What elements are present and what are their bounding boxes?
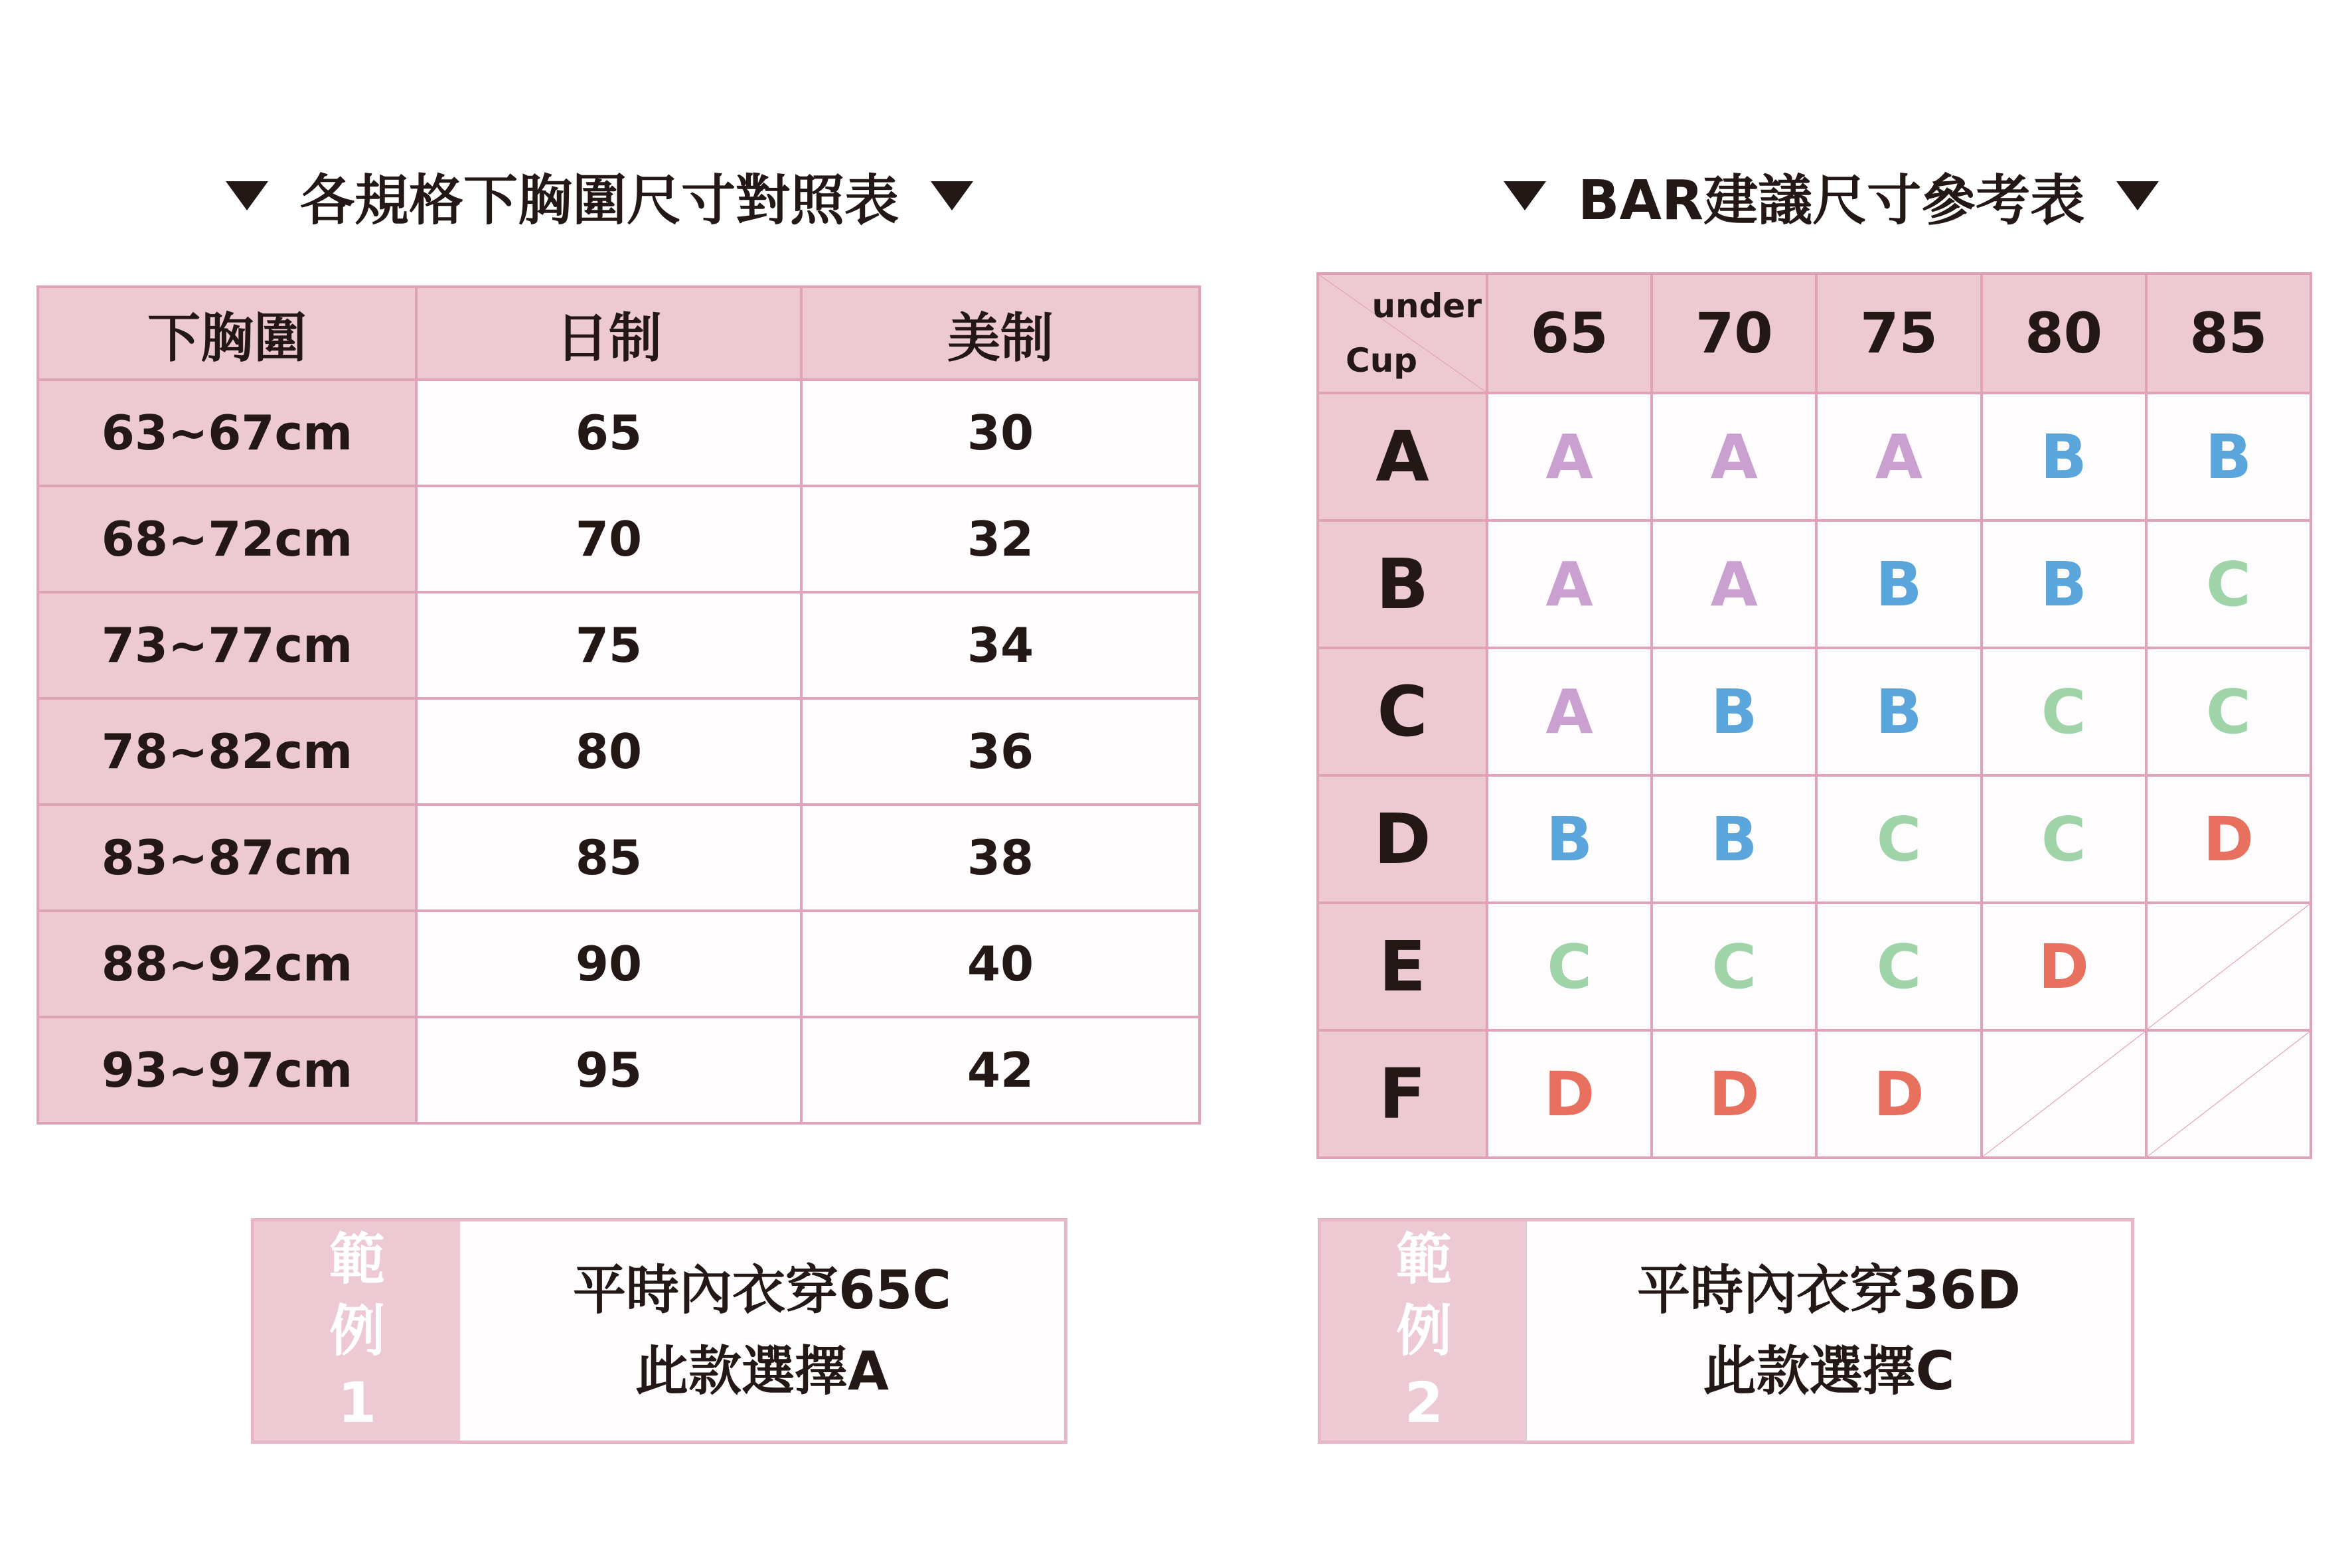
recommended-size: A	[1652, 520, 1816, 648]
recommended-size: D	[1816, 1030, 1981, 1158]
recommended-size: B	[1982, 393, 2146, 520]
recommended-size: B	[1652, 775, 1816, 903]
empty-cell	[2146, 903, 2311, 1030]
underbust-column-header: 65	[1487, 274, 1652, 393]
corner-under-label: under	[1372, 287, 1482, 325]
diagonal-line	[2148, 904, 2310, 1029]
table-row	[38, 380, 1200, 486]
example-content	[460, 1221, 1064, 1441]
example-label-char: 範	[1395, 1227, 1452, 1292]
cup-row-header: F	[1318, 1030, 1487, 1158]
triangle-down-icon	[226, 181, 268, 210]
triangle-down-icon	[1504, 181, 1546, 210]
empty-cell	[2146, 1030, 2311, 1158]
cup-row-header: B	[1318, 520, 1487, 648]
us-size: 42	[801, 1017, 1200, 1123]
japan-size: 80	[416, 698, 801, 805]
table-row	[1318, 1030, 2311, 1158]
example-label	[1321, 1221, 1527, 1441]
japan-size: 75	[416, 592, 801, 698]
example-line-2: 此款選擇C	[1703, 1340, 1955, 1402]
underbust-column-header: 70	[1652, 274, 1816, 393]
diagonal-line	[2148, 1032, 2310, 1156]
underbust-column-header: 80	[1982, 274, 2146, 393]
example-label	[254, 1221, 460, 1441]
recommended-size: A	[1487, 648, 1652, 775]
table-row	[1318, 520, 2311, 648]
us-size: 40	[801, 911, 1200, 1017]
example-label-char: 範	[329, 1227, 385, 1292]
example-label-number: 2	[1404, 1370, 1444, 1435]
recommended-size: A	[1487, 520, 1652, 648]
header-japan: 日制	[416, 287, 801, 380]
recommended-size: C	[1982, 775, 2146, 903]
recommended-size: B	[1982, 520, 2146, 648]
recommended-size: D	[2146, 775, 2311, 903]
table-row	[38, 486, 1200, 592]
underbust-column-header: 85	[2146, 274, 2311, 393]
cup-row-header: E	[1318, 903, 1487, 1030]
table-row	[1318, 393, 2311, 520]
japan-size: 70	[416, 486, 801, 592]
recommended-size: C	[1816, 775, 1981, 903]
us-size: 32	[801, 486, 1200, 592]
recommended-size: A	[1487, 393, 1652, 520]
example-line-2: 此款選擇A	[635, 1340, 889, 1402]
us-size: 36	[801, 698, 1200, 805]
example-box-2	[1318, 1218, 2134, 1444]
cup-row-header: D	[1318, 775, 1487, 903]
table-header-row	[38, 287, 1200, 380]
example-label-char: 例	[329, 1298, 385, 1364]
underbust-range: 88~92cm	[38, 911, 416, 1017]
bar-table-title	[1504, 149, 2159, 242]
underbust-range: 78~82cm	[38, 698, 416, 805]
table-row	[1318, 903, 2311, 1030]
japan-size: 90	[416, 911, 801, 1017]
table-header-row	[1318, 274, 2311, 393]
recommended-size: A	[1652, 393, 1816, 520]
underbust-range: 73~77cm	[38, 592, 416, 698]
japan-size: 95	[416, 1017, 801, 1123]
recommended-size: D	[1652, 1030, 1816, 1158]
corner-cup-label: Cup	[1346, 341, 1418, 380]
recommended-size: A	[1816, 393, 1981, 520]
recommended-size: D	[1982, 903, 2146, 1030]
recommended-size: B	[1816, 648, 1981, 775]
cup-row-header: C	[1318, 648, 1487, 775]
empty-cell	[1982, 1030, 2146, 1158]
example-label-number: 1	[337, 1370, 377, 1435]
recommended-size: C	[2146, 520, 2311, 648]
japan-size: 85	[416, 805, 801, 911]
underbust-range: 63~67cm	[38, 380, 416, 486]
underbust-range: 93~97cm	[38, 1017, 416, 1123]
table-row	[1318, 775, 2311, 903]
us-size: 30	[801, 380, 1200, 486]
underbust-range: 68~72cm	[38, 486, 416, 592]
us-size: 34	[801, 592, 1200, 698]
us-size: 38	[801, 805, 1200, 911]
diagonal-line	[1983, 1032, 2145, 1156]
underbust-range: 83~87cm	[38, 805, 416, 911]
japan-size: 65	[416, 380, 801, 486]
table-row	[38, 698, 1200, 805]
recommended-size: D	[1487, 1030, 1652, 1158]
recommended-size: B	[1816, 520, 1981, 648]
table-row	[38, 911, 1200, 1017]
header-underbust: 下胸圍	[38, 287, 416, 380]
header-us: 美制	[801, 287, 1200, 380]
recommended-size: C	[1816, 903, 1981, 1030]
example-line-1: 平時內衣穿65C	[572, 1259, 952, 1321]
table-row	[38, 592, 1200, 698]
table-row	[1318, 648, 2311, 775]
table-row	[38, 805, 1200, 911]
size-table-title-text: 各規格下胸圍尺寸對照表	[300, 169, 900, 232]
bar-table-title-text: BAR建議尺寸參考表	[1578, 169, 2085, 232]
recommended-size: B	[1652, 648, 1816, 775]
size-table-title	[226, 149, 973, 242]
example-label-char: 例	[1395, 1298, 1452, 1364]
example-box-1	[251, 1218, 1067, 1444]
size-comparison-table	[37, 285, 1201, 1125]
example-line-1: 平時內衣穿36D	[1637, 1259, 2021, 1321]
recommended-size: C	[1652, 903, 1816, 1030]
bar-size-table	[1316, 272, 2312, 1159]
table-row	[38, 1017, 1200, 1123]
underbust-column-header: 75	[1816, 274, 1981, 393]
triangle-down-icon	[931, 181, 973, 210]
corner-cell	[1318, 274, 1487, 393]
triangle-down-icon	[2116, 181, 2159, 210]
example-content	[1527, 1221, 2131, 1441]
recommended-size: C	[1487, 903, 1652, 1030]
recommended-size: B	[2146, 393, 2311, 520]
cup-row-header: A	[1318, 393, 1487, 520]
recommended-size: C	[2146, 648, 2311, 775]
recommended-size: B	[1487, 775, 1652, 903]
recommended-size: C	[1982, 648, 2146, 775]
